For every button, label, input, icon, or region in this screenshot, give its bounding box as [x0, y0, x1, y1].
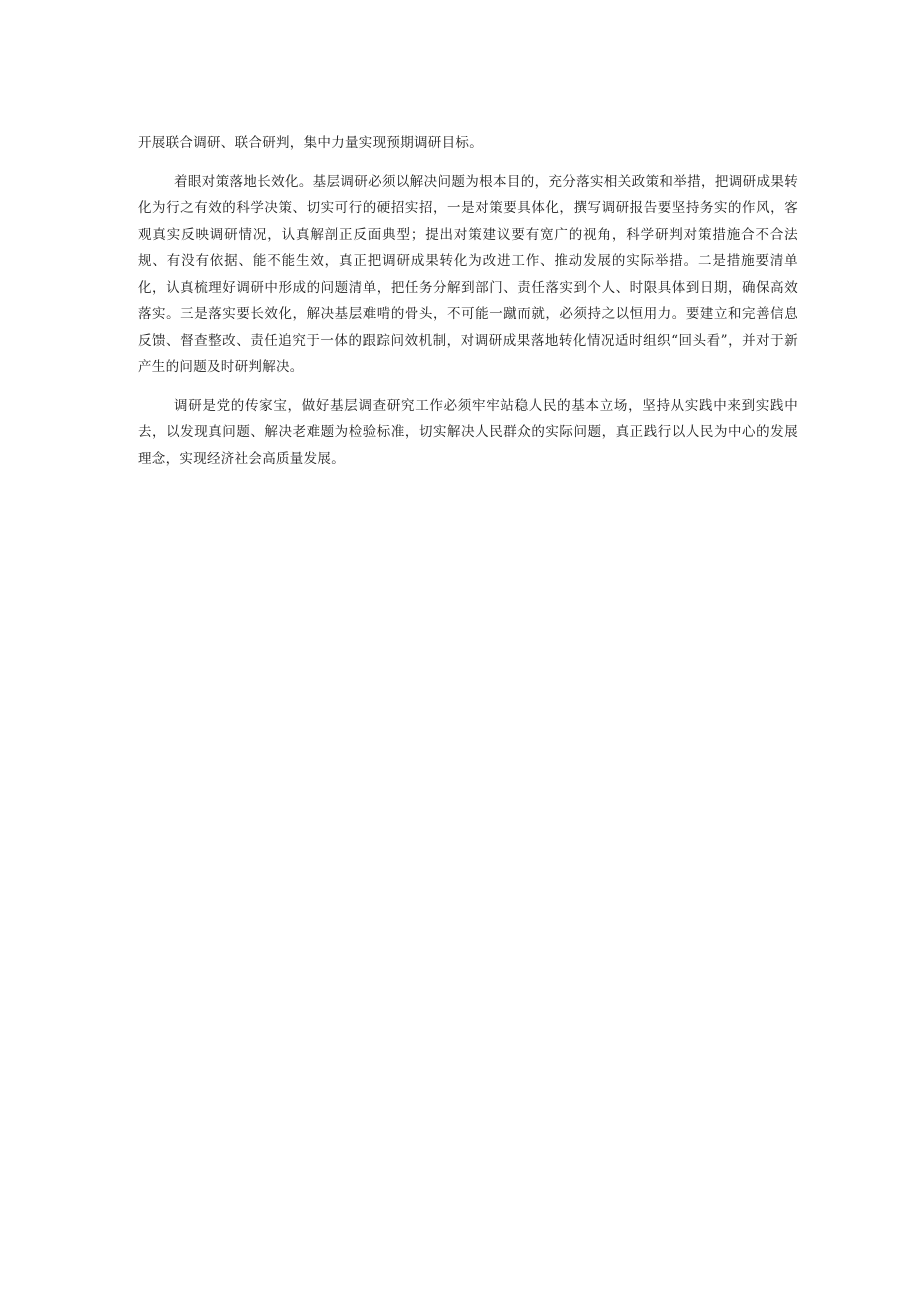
- paragraph-policy-implementation: 着眼对策落地长效化。基层调研必须以解决问题为根本目的，充分落实相关政策和举措，把调研成果转化为行之有效的科学决策、切实可行的硬招实招，一是对策要具体化，撰写调研报告要坚持务实的作风，客观真实反映调研情况，认真解剖正反面典型；提出对策建议要有宽广的视角，科学研判对策措施合不合法规、有没有依据、能不能生效，真正把调研成果转化为改进工作、推动发展的实际举措。二是措施要清单化，认真梳理好调研中形成的问题清单，把任务分解到部门、责任落实到个人、时限具体到日期，确保高效落实。三是落实要长效化，解决基层难啃的骨头，不可能一蹴而就，必须持之以恒用力。要建立和完善信息反馈、督查整改、责任追究于一体的跟踪问效机制，对调研成果落地转化情况适时组织“回头看”，并对于新产生的问题及时研判解决。: [138, 173, 798, 375]
- document-page: [138, 130, 798, 484]
- paragraph-continuation: 开展联合调研、联合研判，集中力量实现预期调研目标。: [138, 135, 483, 151]
- paragraph-conclusion: 调研是党的传家宝，做好基层调查研究工作必须牢牢站稳人民的基本立场，坚持从实践中来到实践中去，以发现真问题、解决老难题为检验标准，切实解决人民群众的实际问题，真正践行以人民为中心的发展理念，实现经济社会高质量发展。: [138, 397, 798, 467]
